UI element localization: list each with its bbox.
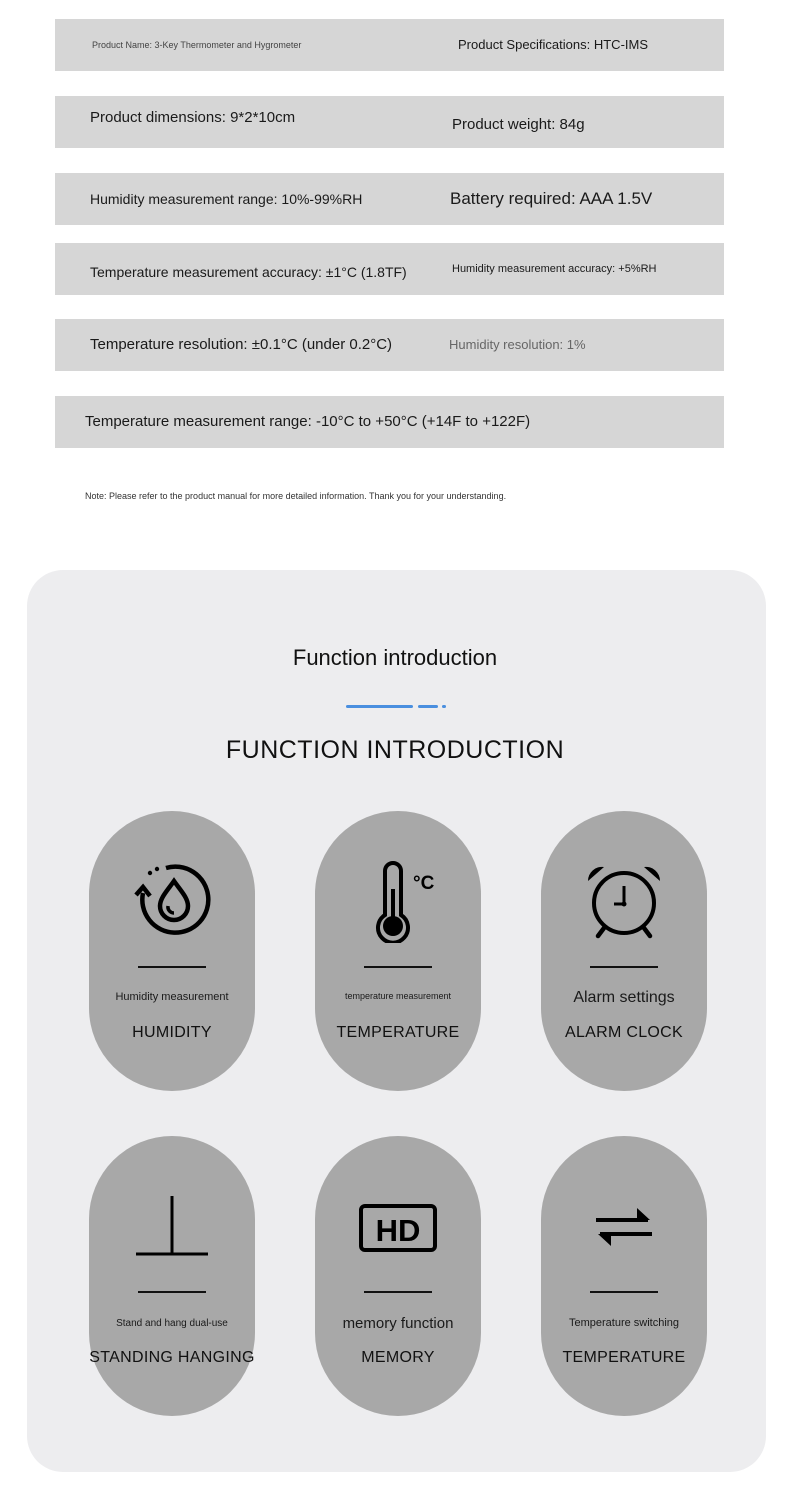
spec-humidity-range: Humidity measurement range: 10%-99%RH <box>90 191 363 207</box>
function-card-switching <box>541 1136 707 1416</box>
card-divider <box>364 966 432 968</box>
function-card-memory <box>315 1136 481 1416</box>
card-label: MEMORY <box>361 1349 435 1366</box>
spec-temperature-resolution: Temperature resolution: ±0.1°C (under 0.2°C) <box>90 336 393 353</box>
svg-text:°C: °C <box>413 873 435 894</box>
spec-humidity-accuracy: Humidity measurement accuracy: +5%RH <box>452 263 657 275</box>
card-caption: Humidity measurement <box>115 991 229 1003</box>
card-label: HUMIDITY <box>132 1024 212 1041</box>
card-label: ALARM CLOCK <box>565 1024 683 1041</box>
svg-text:HD: HD <box>375 1213 421 1248</box>
title-accent-dash <box>418 705 438 708</box>
spec-row-temperature-range <box>55 396 724 448</box>
function-card-standing <box>89 1136 255 1416</box>
spec-product-specifications: Product Specifications: HTC-IMS <box>458 37 649 52</box>
spec-row-name <box>55 19 724 71</box>
spec-product-name: Product Name: 3-Key Thermometer and Hygrometer <box>92 40 302 50</box>
function-title: Function introduction <box>292 645 498 670</box>
spec-battery: Battery required: AAA 1.5V <box>450 189 653 208</box>
card-label: TEMPERATURE <box>336 1024 460 1041</box>
alarm-clock-icon <box>541 859 707 943</box>
humidity-droplet-icon <box>89 859 255 943</box>
card-divider <box>138 1291 206 1293</box>
card-caption: temperature measurement <box>344 991 452 1001</box>
spec-row-dimensions <box>55 96 724 148</box>
card-caption: memory function <box>342 1315 454 1332</box>
title-accent-bar <box>346 705 413 708</box>
card-label: STANDING HANGING <box>89 1349 255 1366</box>
card-divider <box>590 1291 658 1293</box>
card-caption: Temperature switching <box>568 1317 680 1329</box>
title-accent-dot <box>442 705 446 708</box>
spec-temperature-range: Temperature measurement range: -10°C to +50°C (+14F to +122F) <box>85 413 531 430</box>
spec-temperature-accuracy: Temperature measurement accuracy: ±1°C (1.8TF) <box>90 264 407 280</box>
card-divider <box>590 966 658 968</box>
stand-hang-icon <box>89 1192 255 1276</box>
hd-memory-icon <box>315 1196 481 1280</box>
spec-row-range <box>55 173 724 225</box>
spec-row-resolution <box>55 319 724 371</box>
card-divider <box>138 966 206 968</box>
note-text: Note: Please refer to the product manual for more detailed information. Thank you for your understanding. <box>85 491 507 501</box>
card-label: TEMPERATURE <box>562 1349 686 1366</box>
card-caption: Stand and hang dual-use <box>116 1318 228 1329</box>
spec-product-dimensions: Product dimensions: 9*2*10cm <box>90 109 296 126</box>
switch-arrows-icon <box>541 1204 707 1288</box>
spec-row-accuracy <box>55 243 724 295</box>
card-divider <box>364 1291 432 1293</box>
spec-humidity-resolution: Humidity resolution: 1% <box>449 337 586 352</box>
function-card-temperature <box>315 811 481 1091</box>
thermometer-celsius-icon <box>315 859 481 943</box>
function-subtitle: FUNCTION INTRODUCTION <box>225 736 565 764</box>
spec-product-weight: Product weight: 84g <box>452 116 585 133</box>
card-caption: Alarm settings <box>573 989 675 1006</box>
function-card-humidity <box>89 811 255 1091</box>
function-card-alarm <box>541 811 707 1091</box>
